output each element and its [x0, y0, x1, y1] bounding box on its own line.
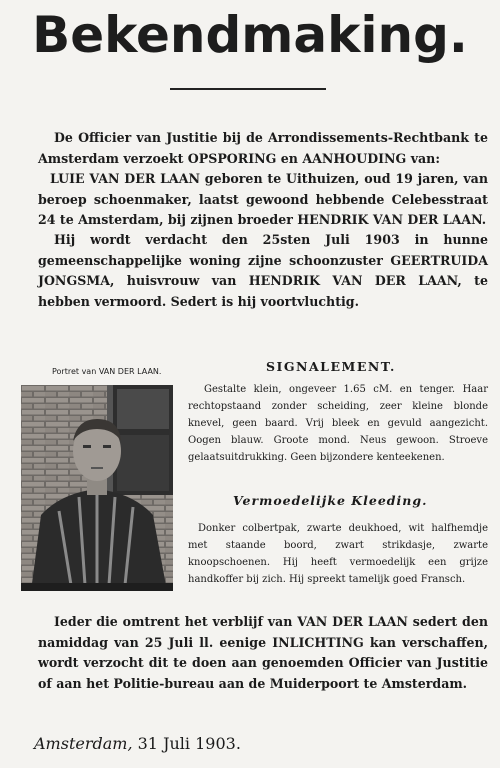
- date-value: 31 Juli 1903.: [137, 734, 241, 753]
- signalement-text: Gestalte klein, ongeveer 1.65 cM. en tenger. Haar rechtopstaand zonder scheiding, zeer kleine blonde knevel, geen baard. Vrij bleek en gevuld aangezicht. Oogen blauw. Groote mond. Neus gewoon. Stroeve gelaatsuitdrukking. Geen bijzondere kenteekenen.: [188, 384, 488, 463]
- title-divider: [170, 88, 326, 90]
- suspect-paragraph: LUIE VAN DER LAAN geboren te Uithuizen, oud 19 jaren, van beroep schoenmaker, laatst gewoond hebbende Celebesstraat 24 te Amsterdam, bij zijnen broeder HENDRIK VAN DER LAAN.: [38, 171, 488, 227]
- suspect-portrait: [21, 385, 173, 591]
- date-city: Amsterdam,: [34, 734, 133, 753]
- portrait-photo-icon: [21, 385, 173, 591]
- date-line: [34, 734, 241, 753]
- portrait-caption: Portret van VAN DER LAAN.: [52, 367, 162, 376]
- clothing-text: Donker colbertpak, zwarte deukhoed, wit halfhemdje met staande boord, zwart strikdasje, zwarte knoopschoenen. Hij heeft vermoedelijk een grijze handkoffer bij zich. Hij spreekt tamelijk goed Fransch.: [188, 523, 488, 585]
- signalement-heading: SIGNALEMENT.: [266, 359, 396, 374]
- poster-title: Bekendmaking.: [32, 6, 468, 64]
- clothing-heading: Vermoedelijke Kleeding.: [233, 493, 428, 508]
- information-request-paragraph: Ieder die omtrent het verblijf van VAN DER LAAN sedert den namiddag van 25 Juli ll. eenige INLICHTING kan verschaffen, wordt verzocht dit te doen aan genoemden Officier van Justitie of aan het Politie-bureau aan de Muiderpoort te Amsterdam.: [38, 614, 488, 691]
- intro-paragraph: De Officier van Justitie bij de Arrondissements-Rechtbank te Amsterdam verzoekt OPSPORING en AANHOUDING van:: [38, 130, 488, 166]
- accusation-paragraph: Hij wordt verdacht den 25sten Juli 1903 in hunne gemeenschappelijke woning zijne schoonzuster GEERTRUIDA JONGSMA, huisvrouw van HENDRIK VAN DER LAAN, te hebben vermoord. Sedert is hij voortvluchtig.: [38, 232, 488, 309]
